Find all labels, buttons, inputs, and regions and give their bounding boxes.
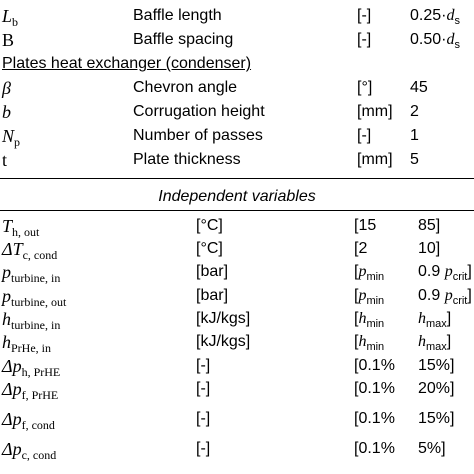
range-high-cell (418, 261, 472, 288)
symbol-cell (2, 29, 14, 53)
range-high: 15%] (418, 410, 455, 427)
range-low: [2 (354, 240, 368, 257)
parameter-row (0, 77, 474, 101)
parameter-row (0, 5, 474, 29)
unit-cell: [-] (196, 357, 211, 374)
unit-cell: [°] (357, 79, 373, 96)
symbol: $\Delta p_{c, cond}$ (2, 439, 57, 462)
range-low-cell (354, 238, 367, 260)
table-rule (0, 210, 474, 211)
symbol-subscript: h, out (12, 225, 40, 239)
symbol-subscript: h, PrHE (21, 365, 61, 379)
range-low-subscript: min (366, 295, 385, 307)
value-cell (410, 5, 460, 32)
range-low: [$p_{min}$ (354, 263, 385, 283)
range-low-cell (354, 378, 395, 400)
symbol-cell (2, 101, 11, 125)
value-cell (410, 29, 460, 56)
unit-cell: [kJ/kgs] (196, 310, 251, 327)
symbol: t (2, 150, 8, 170)
range-low-variable: h (358, 310, 367, 327)
symbol-subscript: f, cond (21, 418, 55, 432)
parameter-row (0, 101, 474, 125)
parameter-row (0, 149, 474, 173)
symbol: $\Delta p_{f, cond}$ (2, 409, 55, 432)
range-low: [0.1% (354, 357, 395, 374)
description-cell: Plate thickness (133, 151, 241, 168)
symbol: $h_{PrHe, in}$ (2, 332, 51, 355)
value-subscript: s (454, 15, 460, 27)
unit-cell: [-] (357, 7, 372, 24)
range-high-cell (418, 408, 454, 430)
range-high: $h_{max}$] (418, 333, 452, 353)
symbol-cell (2, 378, 58, 406)
symbol: b (2, 102, 11, 122)
range-low-cell (354, 331, 384, 358)
symbol-cell (2, 408, 55, 436)
unit-cell: [°C] (196, 217, 223, 234)
description-cell: Number of passes (133, 127, 263, 144)
range-high: 15%] (418, 357, 455, 374)
range-low: [0.1% (354, 380, 395, 397)
symbol: β (2, 78, 11, 98)
range-low: [15 (354, 217, 377, 234)
value-cell: 5 (410, 151, 419, 168)
description-cell: Corrugation height (133, 103, 265, 120)
value: $0.25\cdot d_s$ (410, 7, 460, 27)
description-cell: Baffle spacing (133, 31, 234, 48)
value-subscript: s (454, 39, 460, 51)
range-high-cell (418, 215, 440, 237)
value-cell: 2 (410, 103, 419, 120)
range-high-cell (418, 238, 440, 260)
unit-cell: [-] (357, 127, 372, 144)
symbol: $\Delta T_{c, cond}$ (2, 239, 58, 262)
independent-variables-title: Independent variables (158, 188, 316, 205)
symbol: $h_{turbine, in}$ (2, 309, 61, 332)
value-variable: d (446, 7, 455, 24)
variable-row (0, 261, 474, 285)
range-high-variable: h (418, 310, 426, 327)
description-cell: Chevron angle (133, 79, 238, 96)
range-low-subscript: min (366, 341, 385, 353)
variable-row (0, 355, 474, 379)
variable-row (0, 285, 474, 309)
symbol-subscript: f, PrHE (21, 388, 59, 402)
value-variable: d (446, 31, 455, 48)
variable-row (0, 378, 474, 402)
range-low-cell (354, 261, 384, 288)
range-high-variable: p (444, 287, 453, 304)
symbol-cell (2, 77, 11, 101)
unit-cell: [-] (357, 31, 372, 48)
range-low: [$h_{min}$ (354, 333, 385, 353)
symbol-subscript: c, cond (22, 248, 58, 262)
range-low: [0.1% (354, 410, 395, 427)
symbol-cell (2, 149, 7, 173)
range-high-variable: h (418, 333, 426, 350)
symbol-cell (2, 438, 56, 466)
range-high: 0.9 $p_{crit}$] (418, 263, 472, 283)
value-cell: 45 (410, 79, 428, 96)
range-high: 5%] (418, 440, 446, 457)
unit-cell: [-] (196, 380, 211, 397)
variable-row (0, 408, 474, 432)
variable-row (0, 308, 474, 332)
symbol-subscript: c, cond (21, 448, 57, 462)
symbol: B (2, 30, 15, 50)
symbol-subscript: turbine, out (11, 295, 67, 309)
unit-cell: [mm] (357, 151, 393, 168)
section-title (2, 53, 251, 75)
range-high-subscript: max (426, 318, 447, 330)
symbol-subscript: PrHe, in (11, 341, 51, 355)
parameter-row (0, 29, 474, 53)
range-high-cell (418, 438, 446, 460)
range-low-variable: p (358, 287, 367, 304)
range-high: 0.9 $p_{crit}$] (418, 287, 472, 307)
variable-row (0, 215, 474, 239)
range-high: 10] (418, 240, 441, 257)
range-low-cell (354, 355, 395, 377)
description-cell: Baffle length (133, 7, 222, 24)
symbol: $\Delta p_{f, PrHE}$ (2, 379, 59, 402)
range-high: 85] (418, 217, 441, 234)
range-low-subscript: min (366, 318, 385, 330)
unit-cell: [kJ/kgs] (196, 333, 251, 350)
range-low: [$p_{min}$ (354, 287, 385, 307)
range-high-cell (418, 331, 451, 358)
variable-row (0, 331, 474, 355)
symbol-subscript: turbine, in (11, 271, 61, 285)
symbol-subscript: p (14, 135, 21, 149)
range-low-cell (354, 438, 395, 460)
unit-cell: [bar] (196, 263, 229, 280)
parameter-row (0, 125, 474, 149)
unit-cell: [°C] (196, 240, 223, 257)
range-high-subscript: max (426, 341, 447, 353)
range-high-variable: p (444, 263, 453, 280)
variable-row (0, 238, 474, 262)
range-low: [0.1% (354, 440, 395, 457)
range-high-subscript: crit (452, 295, 468, 307)
value: $0.50\cdot d_s$ (410, 31, 460, 51)
unit-cell: [-] (196, 410, 211, 427)
range-high: 20%] (418, 380, 455, 397)
range-high-cell (418, 378, 454, 400)
unit-cell: [-] (196, 440, 211, 457)
range-low-cell (354, 215, 376, 237)
table-rule (0, 178, 474, 179)
symbol: $L_b$ (2, 6, 19, 29)
range-low: [$h_{min}$ (354, 310, 385, 330)
symbol-subscript: b (12, 15, 19, 29)
section-title-text: Plates heat exchanger (condenser) (2, 55, 252, 72)
value-cell: 1 (410, 127, 419, 144)
range-low-variable: h (358, 333, 367, 350)
range-low-subscript: min (366, 271, 385, 283)
symbol: $p_{turbine, in}$ (2, 262, 61, 285)
symbol: $N_p$ (2, 126, 21, 149)
unit-cell: [mm] (357, 103, 393, 120)
range-low-cell (354, 408, 395, 430)
variable-row (0, 438, 474, 462)
range-high-subscript: crit (452, 271, 468, 283)
unit-cell: [bar] (196, 287, 229, 304)
symbol: $T_{h, out}$ (2, 216, 40, 239)
symbol-subscript: turbine, in (11, 318, 61, 332)
range-high-cell (418, 355, 454, 377)
symbol: $\Delta p_{h, PrHE}$ (2, 356, 61, 379)
range-low-variable: p (358, 263, 367, 280)
range-high: $h_{max}$] (418, 310, 452, 330)
symbol: $p_{turbine, out}$ (2, 286, 67, 309)
